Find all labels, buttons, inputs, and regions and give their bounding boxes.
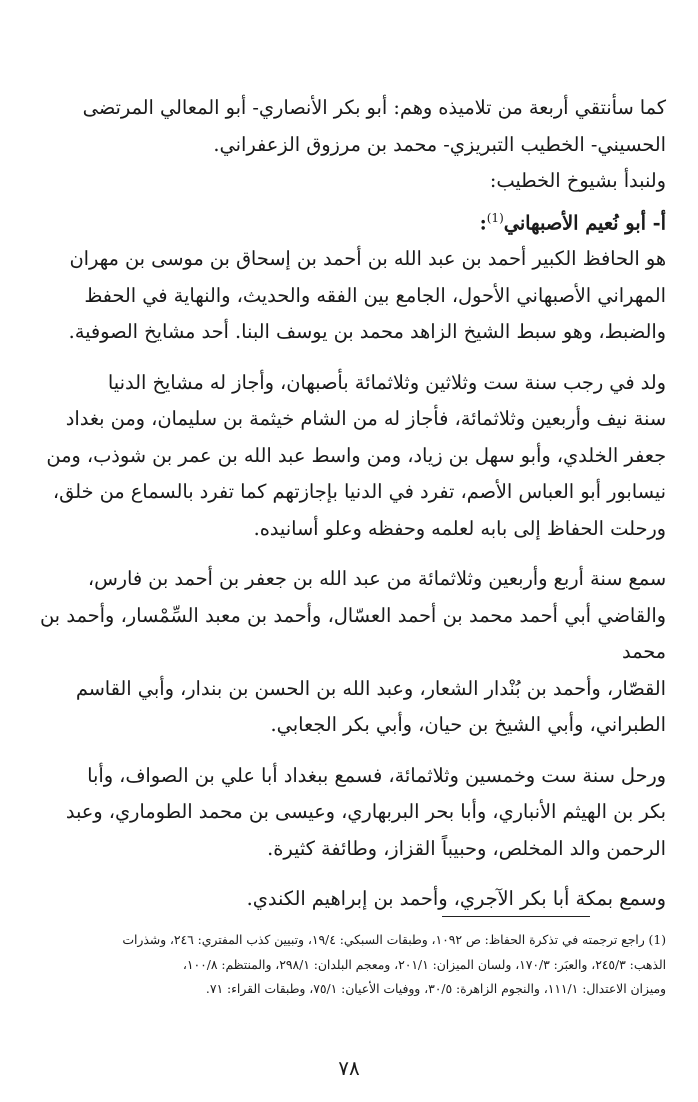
- main-text: [40, 90, 666, 918]
- biography-paragraph: هو الحافظ الكبير أحمد بن عبد الله بن أحمد بن إسحاق بن موسى بن مهران المهراني الأصبهاني الأحول، الجامع بين الفقه والحديث، والنهاية في الحفظ والضبط، وهو سبط الشيخ الزاهد محمد بن يوسف البنا. أحد مشايخ الصوفية.: [68, 247, 666, 344]
- intro-paragraph: كما سأنتقي أربعة من تلاميذه وهم: أبو بكر الأنصاري- أبو المعالي المرتضى الحسيني- الخطيب التبريزي- محمد بن مرزوق الزعفراني.: [82, 96, 666, 156]
- footnote-marker: (1): [486, 210, 504, 225]
- mecca-paragraph: وسمع بمكة أبا بكر الآجري، وأحمد بن إبراهيم الكندي.: [246, 887, 666, 911]
- section-heading: [40, 200, 666, 242]
- birth-paragraph: ولد في رجب سنة ست وثلاثين وثلاثمائة بأصبهان، وأجاز له مشايخ الدنيا سنة نيف وأربعين وثلاثمائة، فأجاز له من الشام خيثمة بن سليمان، ومن بغداد جعفر الخلدي، وأبو سهل بن زياد، ومن واسط عبد الله بن عمر بن شوذب، ومن نيسابور أبو العباس الأصم، تفرد في الدنيا بإجازتهم كما تفرد بالسماع من خلق، ورحلت الحفاظ إلى بابه لعلمه وحفظه وعلو أسانيده.: [46, 370, 666, 540]
- heading-title: أ- أبو نُعيم الأصبهاني: [503, 210, 666, 234]
- footnote: (1) راجع ترجمته في تذكرة الحفاظ: ص ١٠٩٢، وطبقات السبكي: ١٩/٤، وتبيين كذب المفتري: ٢٤٦، وشذرات الذهب: ٢٤٥/٣، والعبَر: ١٧٠/٣، ولسان الميزان: ٢٠١/١، ومعجم البلدان: ٢٩٨/١، والمنتظم: ١٠٠/٨، وميزان الاعتدال: ١١١/١، والنجوم الزاهرة: ٣٠/٥، ووفيات الأعيان: ٧٥/١، وطبقات القراء: ٧١.: [122, 933, 666, 996]
- heading-colon: :: [479, 210, 487, 234]
- page-number: ٧٨: [338, 1056, 360, 1080]
- hearing-paragraph: سمع سنة أربع وأربعين وثلاثمائة من عبد الله بن جعفر بن أحمد بن فارس، والقاضي أبي أحمد محمد بن أحمد العسّال، وأحمد بن معبد السِّمْسار، وأحمد بن محمد القصّار، وأحمد بن بُنْدار الشعار، وعبد الله بن الحسن بن بندار، وأبي القاسم الطبراني، وأبي الشيخ بن حيان، وأبي بكر الجعابي.: [40, 567, 666, 737]
- travel-paragraph: ورحل سنة ست وخمسين وثلاثمائة، فسمع ببغداد أبا علي بن الصواف، وأبا بكر بن الهيثم الأنباري، وأبا بحر البربهاري، وعيسى بن محمد الطوماري، وعبد الرحمن والد المخلص، وحبيباً القزاز، وطائفة كثيرة.: [65, 763, 666, 860]
- transition-line: ولنبدأ بشيوخ الخطيب:: [489, 169, 666, 192]
- footnote-divider: [442, 916, 590, 917]
